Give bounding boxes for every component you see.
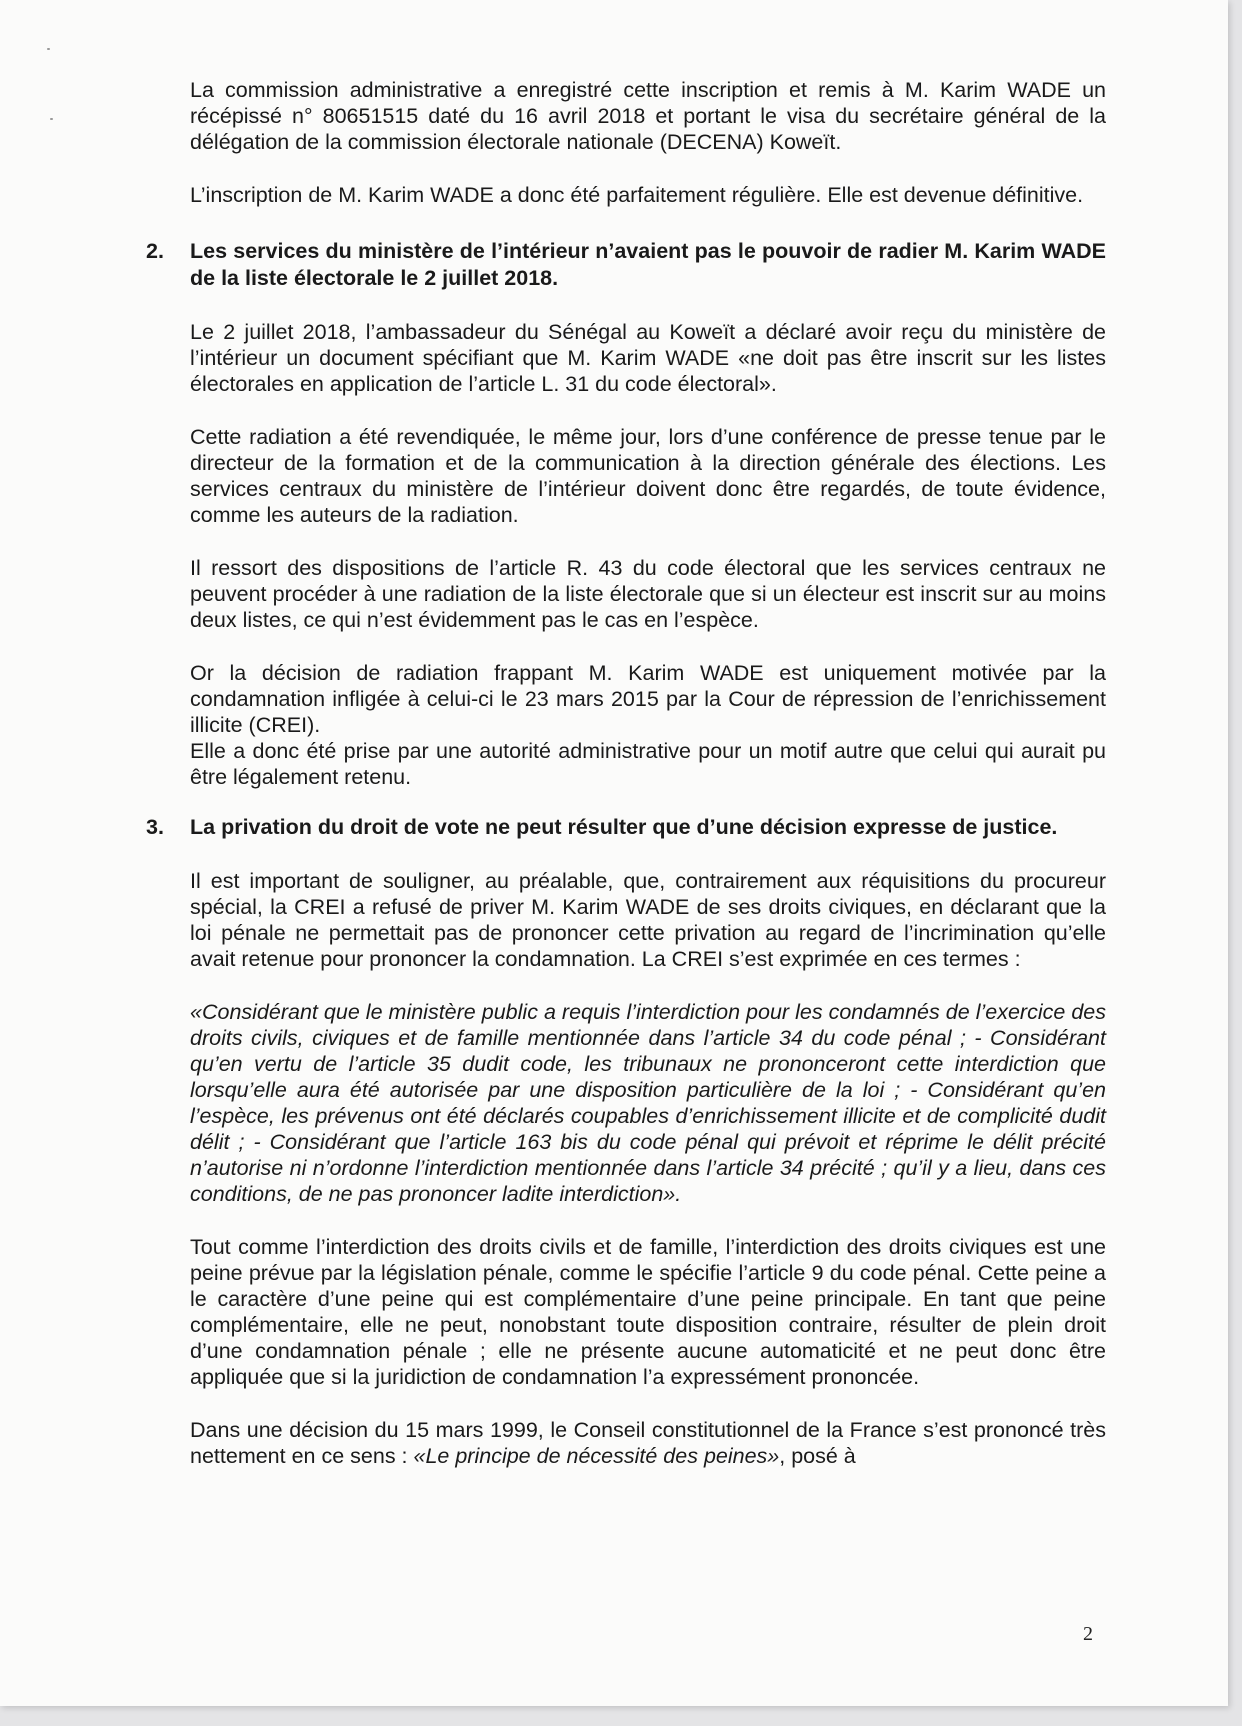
section-3-number: 3.	[146, 815, 164, 839]
scan-speck	[50, 118, 53, 120]
paragraph-autorite-administrative: Elle a donc été prise par une autorité administrative pour un motif autre que celui qui aurait pu être légalement retenu.	[190, 739, 1106, 789]
paragraph-ambassadeur: Le 2 juillet 2018, l’ambassadeur du Sénégal au Koweït a déclaré avoir reçu du ministère de l’intérieur un document spécifiant que M. Karim WADE «ne doit pas être inscrit sur les listes électorales en application de l’article L. 31 du code électoral».	[190, 320, 1106, 396]
paragraph-article-r43: Il ressort des dispositions de l’article R. 43 du code électoral que les services centraux ne peuvent procéder à une radiation de la liste électorale que si un électeur est inscrit sur au moins deux listes, ce qui n’est évidemment pas le cas en l’espèce.	[190, 556, 1106, 632]
paragraph-motif-condamnation: Or la décision de radiation frappant M. Karim WADE est uniquement motivée par la condamnation infligée à celui-ci le 23 mars 2015 par la Cour de répression de l’enrichissement illicite (CREI).	[190, 661, 1106, 737]
section-3-title: La privation du droit de vote ne peut résulter que d’une décision expresse de justice.	[190, 815, 1058, 839]
paragraph-inscription: La commission administrative a enregistré cette inscription et remis à M. Karim WADE un récépissé n° 80651515 daté du 16 avril 2018 et portant le visa du secrétaire général de la délégation de la commission électorale nationale (DECENA) Koweït.	[190, 78, 1106, 154]
quote-crei: «Considérant que le ministère public a requis l’interdiction pour les condamnés de l’exercice des droits civils, civiques et de famille mentionnée dans l’article 34 du code pénal ; - Considérant qu’en vertu de l’article 35 dudit code, les tribunaux ne prononceront cette interdiction que lorsqu’elle aura été autorisée par une disposition particulière de la loi ; - Considérant qu’en l’espèce, les prévenus ont été déclarés coupables d’enrichissement illicite et de complicité dudit délit ; - Considérant que l’article 163 bis du code pénal qui prévoit et réprime le délit précité n’autorise ni n’ordonne l’interdiction mentionnée dans l’article 34 précité ; qu’il y a lieu, dans ces conditions, de ne pas prononcer ladite interdiction».	[190, 1000, 1106, 1206]
paragraph-conseil-constitutionnel	[190, 1417, 1106, 1469]
scan-speck	[47, 48, 50, 50]
paragraph-regularite: L’inscription de M. Karim WADE a donc été parfaitement régulière. Elle est devenue définitive.	[190, 183, 1084, 207]
section-3-heading	[146, 814, 1106, 841]
paragraph-peine-complementaire: Tout comme l’interdiction des droits civils et de famille, l’interdiction des droits civiques est une peine prévue par la législation pénale, comme le spécifie l’article 9 du code pénal. Cette peine a le caractère d’une peine qui est complémentaire d’une peine principale. En tant que peine complémentaire, elle ne peut, nonobstant toute disposition contraire, résulter de plein droit d’une condamnation pénale ; elle ne présente aucune automaticité et ne peut donc être appliquée que si la juridiction de condamnation l’a expressément prononcée.	[190, 1235, 1106, 1389]
section-2-heading	[146, 238, 1106, 292]
paragraph-conference-presse: Cette radiation a été revendiquée, le même jour, lors d’une conférence de presse tenue par le directeur de la formation et de la communication à la direction générale des élections. Les services centraux du ministère de l’intérieur doivent donc être regardés, de toute évidence, comme les auteurs de la radiation.	[190, 425, 1106, 527]
page-number: 2	[1083, 1623, 1093, 1645]
section-2-number: 2.	[146, 239, 164, 263]
section-2-title: Les services du ministère de l’intérieur n’avaient pas le pouvoir de radier M. Karim WADE de la liste électorale le 2 juillet 2018.	[190, 239, 1106, 290]
paragraph-crei-refus: Il est important de souligner, au préalable, que, contrairement aux réquisitions du procureur spécial, la CREI a refusé de priver M. Karim WADE de ses droits civiques, en déclarant que la loi pénale ne permettait pas de prononcer cette privation au regard de l’incrimination qu’elle avait retenue pour prononcer la condamnation. La CREI s’est exprimée en ces termes :	[190, 869, 1106, 971]
paragraph-conseil-start: Dans une décision du 15 mars 1999, le Conseil constitutionnel de la France s’est prononcé très nettement en ce sens :	[190, 1418, 1106, 1468]
document-body	[146, 77, 1106, 1496]
paragraph-conseil-quote: «Le principe de nécessité des peines»	[413, 1444, 780, 1468]
paragraph-conseil-end: , posé à	[779, 1444, 856, 1468]
